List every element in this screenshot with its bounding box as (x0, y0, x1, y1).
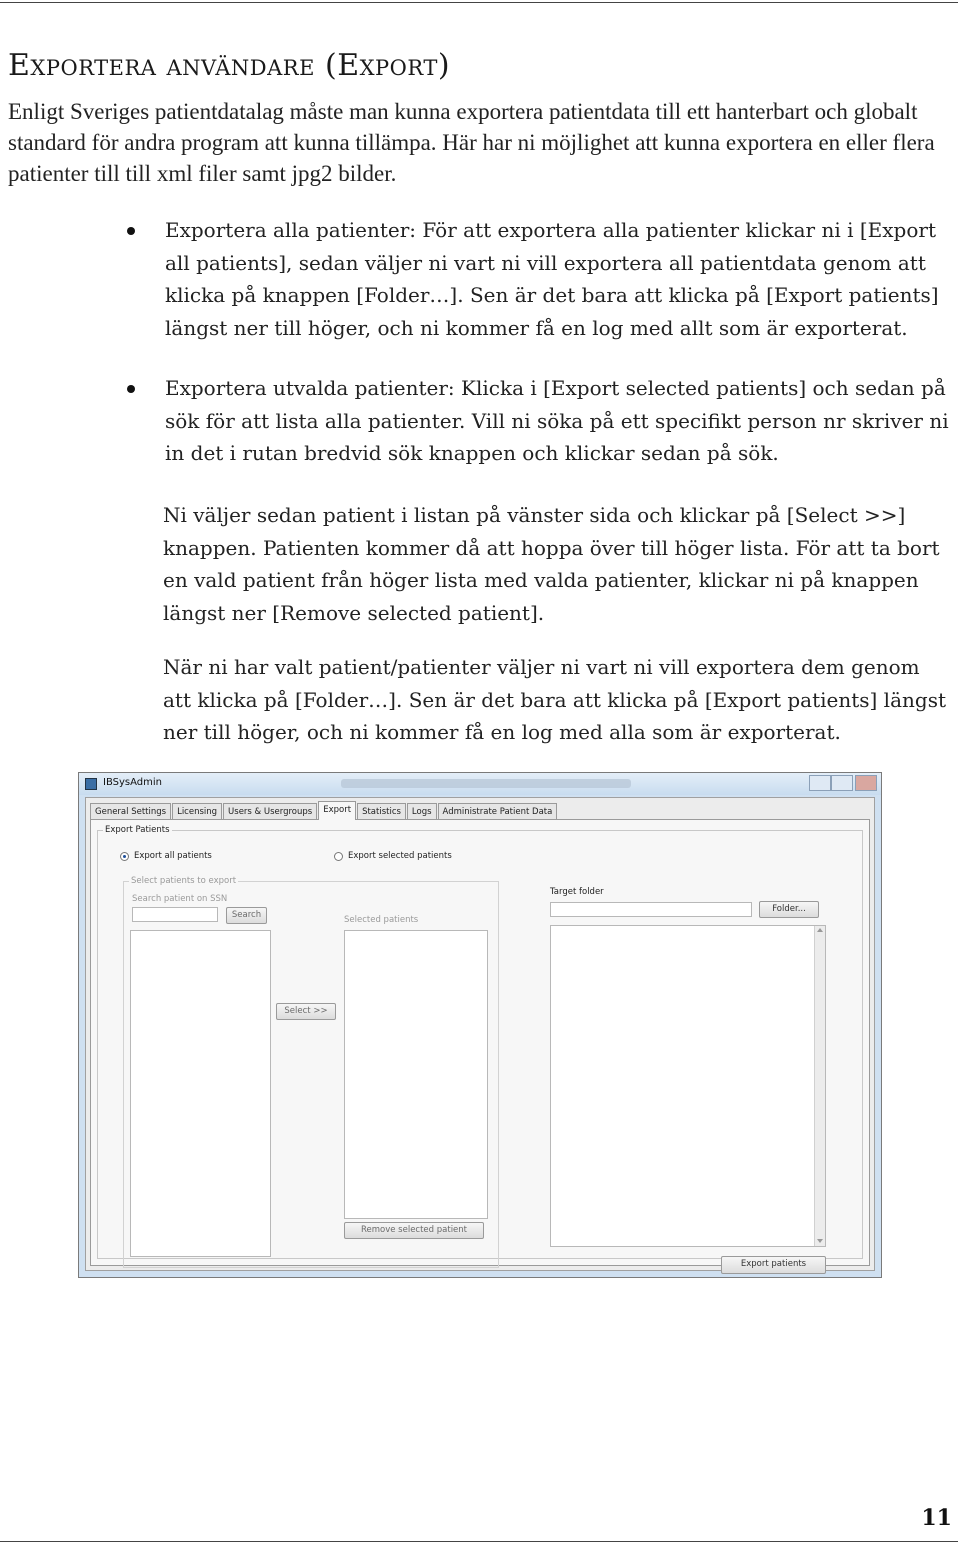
remove-selected-button[interactable]: Remove selected patient (344, 1222, 484, 1239)
bullet-list (0, 214, 960, 498)
search-ssn-label: Search patient on SSN (132, 894, 228, 904)
tab-strip (90, 801, 558, 819)
export-tab-page (90, 819, 870, 1269)
close-icon[interactable] (855, 775, 877, 791)
select-button[interactable]: Select >> (276, 1003, 336, 1020)
tab-statistics[interactable]: Statistics (357, 803, 406, 819)
page-title: Exportera användare (Export) (8, 48, 451, 83)
select-patients-legend: Select patients to export (131, 876, 237, 886)
radio-export-selected-label: Export selected patients (348, 851, 452, 861)
radio-selected-icon[interactable] (120, 852, 129, 861)
patient-list[interactable] (130, 930, 271, 1257)
bullet-export-selected: Exportera utvalda patienter: Klicka i [Export selected patients] och sedan på sök för att lista alla patienter. Vill ni söka på ett specifikt person nr skriver ni in det i rutan bredvid sök knappen och klickar sedan på sök. (0, 372, 955, 470)
intro-paragraph: Enligt Sveriges patientdatalag måste man kunna exportera patientdata till ett hanterbart och globalt standard för andra program att kunna tillämpa. Här har ni möjlighet att kunna exportera en eller flera patienter till till xml filer samt jpg2 bilder. (8, 99, 935, 186)
tab-export[interactable]: Export (318, 801, 356, 820)
minimize-icon[interactable] (809, 775, 831, 791)
selected-patients-label: Selected patients (344, 915, 419, 925)
bottom-rule (0, 1541, 958, 1542)
folder-button[interactable]: Folder... (759, 901, 819, 918)
tab-administrate-patient-data[interactable]: Administrate Patient Data (438, 803, 558, 819)
tab-users-usergroups[interactable]: Users & Usergroups (223, 803, 317, 819)
bullet-export-all: Exportera alla patienter: För att exportera alla patienter klickar ni i [Export all patients], sedan väljer ni vart ni vill exportera all patientdata genom att klicka på knappen [Folder…]. Sen är det bara att klicka på [Export patients] längst ner till höger, och ni kommer få en log med allt som är exporterat. (0, 214, 955, 344)
tab-licensing[interactable]: Licensing (172, 803, 222, 819)
radio-unselected-icon[interactable] (334, 852, 343, 861)
log-scrollbar[interactable] (814, 926, 825, 1246)
radio-export-all[interactable] (120, 851, 212, 861)
maximize-icon[interactable] (831, 775, 853, 791)
radio-export-all-label: Export all patients (134, 851, 212, 861)
app-window-title: IBSysAdmin (103, 777, 162, 788)
app-icon (85, 778, 97, 790)
blurred-title-text (341, 779, 631, 788)
paragraph-select-patients: Ni väljer sedan patient i listan på vänster sida och klickar på [Select >>] knappen. Patienten kommer då att hoppa över till höger lista. För att ta bort en vald patient från höger lista med valda patienter, klickar ni på knappen längst ner [Remove selected patient]. (163, 503, 940, 625)
export-patients-legend: Export Patients (105, 825, 170, 835)
tab-general-settings[interactable]: General Settings (90, 803, 171, 819)
selected-patient-list[interactable] (344, 930, 488, 1219)
paragraph-export-folder: När ni har valt patient/patienter väljer ni vart ni vill exportera dem genom att klicka på [Folder…]. Sen är det bara att klicka på [Export patients] längst ner till höger, och ni kommer få en log med alla som är exporterat. (163, 655, 946, 744)
search-button[interactable]: Search (226, 907, 267, 924)
app-window (78, 772, 882, 1278)
page-number: 11 (921, 1505, 952, 1531)
scroll-down-icon[interactable] (817, 1239, 823, 1243)
target-folder-label: Target folder (550, 887, 604, 897)
tab-logs[interactable]: Logs (407, 803, 437, 819)
export-patients-group (97, 825, 863, 1269)
scroll-up-icon[interactable] (817, 928, 823, 932)
ssn-search-input[interactable] (132, 907, 218, 922)
top-rule (0, 2, 958, 3)
target-folder-input[interactable] (550, 902, 752, 917)
radio-export-selected[interactable] (334, 851, 452, 861)
select-patients-group (123, 876, 499, 1268)
export-log-box[interactable] (550, 925, 826, 1247)
app-titlebar (79, 773, 881, 795)
export-patients-button[interactable]: Export patients (721, 1256, 826, 1274)
app-body (85, 797, 875, 1271)
